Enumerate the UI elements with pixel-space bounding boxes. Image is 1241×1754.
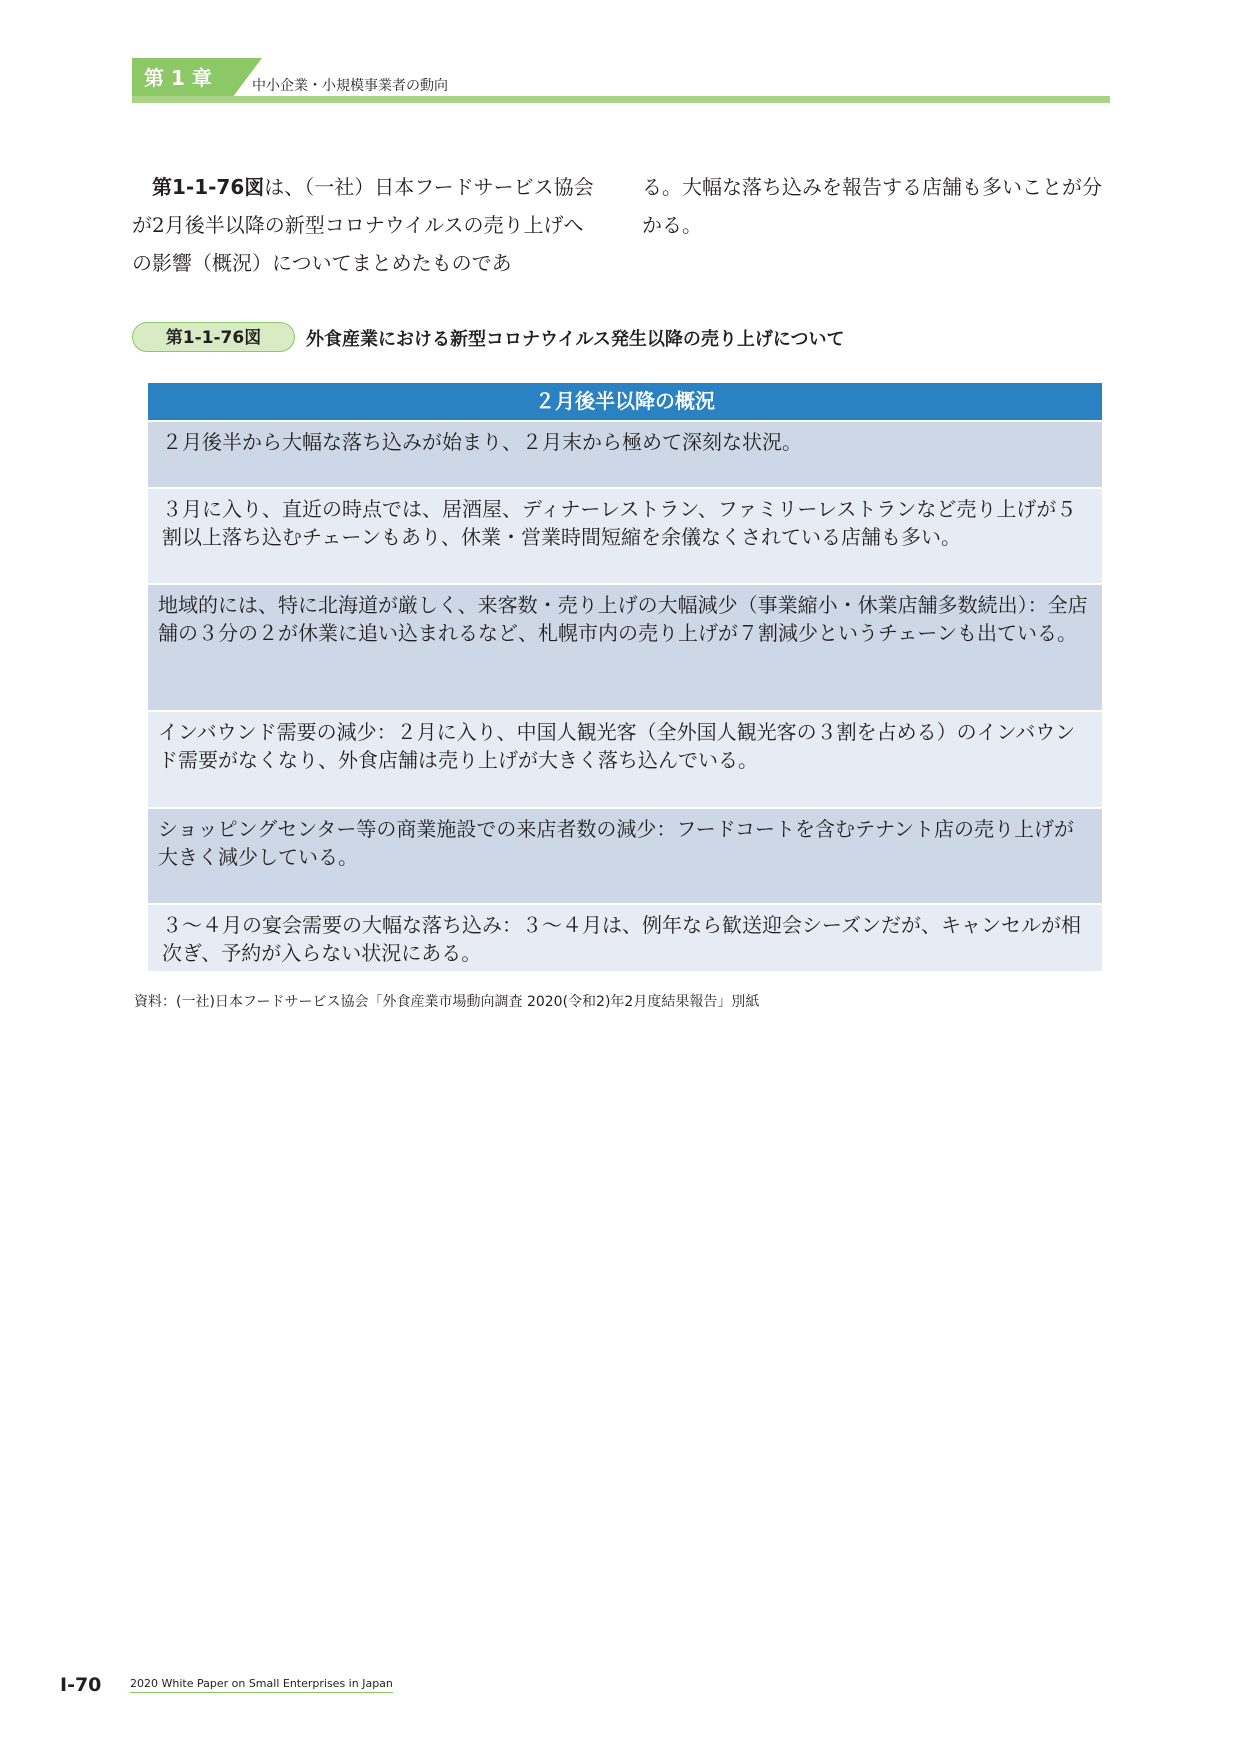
body-text-right: る。大幅な落ち込みを報告する店舗も多いことが分かる。	[642, 175, 1102, 237]
figure-reference: 第1-1-76図	[152, 175, 265, 199]
source-note: 資料：(一社)日本フードサービス協会「外食産業市場動向調査 2020(令和2)年2月度結果報告」別紙	[134, 994, 760, 1010]
page-number: I-70	[60, 1674, 102, 1696]
table-header: ２月後半以降の概況	[148, 383, 1102, 420]
body-text-left-rest: は、（一社）日本フードサービス協会が2月後半以降の新型コロナウイルスの売り上げへの影響（概況）についてまとめたものであ	[132, 175, 594, 275]
figure-title: 外食産業における新型コロナウイルス発生以降の売り上げについて	[306, 329, 845, 350]
table-row: インバウンド需要の減少：２月に入り、中国人観光客（全外国人観光客の３割を占める）のインバウンド需要がなくなり、外食店舗は売り上げが大きく落ち込んでいる。	[148, 710, 1102, 807]
publication-title: 2020 White Paper on Small Enterprises in Japan	[130, 1677, 393, 1693]
figure-heading	[132, 322, 1110, 354]
chapter-rule	[132, 96, 1110, 103]
table-row: ３月に入り、直近の時点では、居酒屋、ディナーレストラン、ファミリーレストランなど売り上げが５割以上落ち込むチェーンもあり、休業・営業時間短縮を余儀なくされている店舗も多い。	[148, 487, 1102, 583]
chapter-title: 中小企業・小規模事業者の動向	[252, 78, 448, 94]
table-row: ３～４月の宴会需要の大幅な落ち込み：３～４月は、例年なら歓送迎会シーズンだが、キャンセルが相次ぎ、予約が入らない状況にある。	[148, 903, 1102, 971]
table-row: ショッピングセンター等の商業施設での来店者数の減少：フードコートを含むテナント店の売り上げが大きく減少している。	[148, 807, 1102, 903]
summary-table	[148, 383, 1102, 971]
chapter-label: 第 1 章	[132, 58, 232, 98]
figure-label-badge: 第1-1-76図	[132, 322, 295, 352]
chapter-header	[132, 58, 1110, 104]
body-text-left	[132, 168, 602, 282]
table-row: 地域的には、特に北海道が厳しく、来客数・売り上げの大幅減少（事業縮小・休業店舗多数続出）：全店舗の３分の２が休業に追い込まれるなど、札幌市内の売り上げが７割減少というチェーンも出ている。	[148, 583, 1102, 710]
table-row: ２月後半から大幅な落ち込みが始まり、２月末から極めて深刻な状況。	[148, 420, 1102, 487]
